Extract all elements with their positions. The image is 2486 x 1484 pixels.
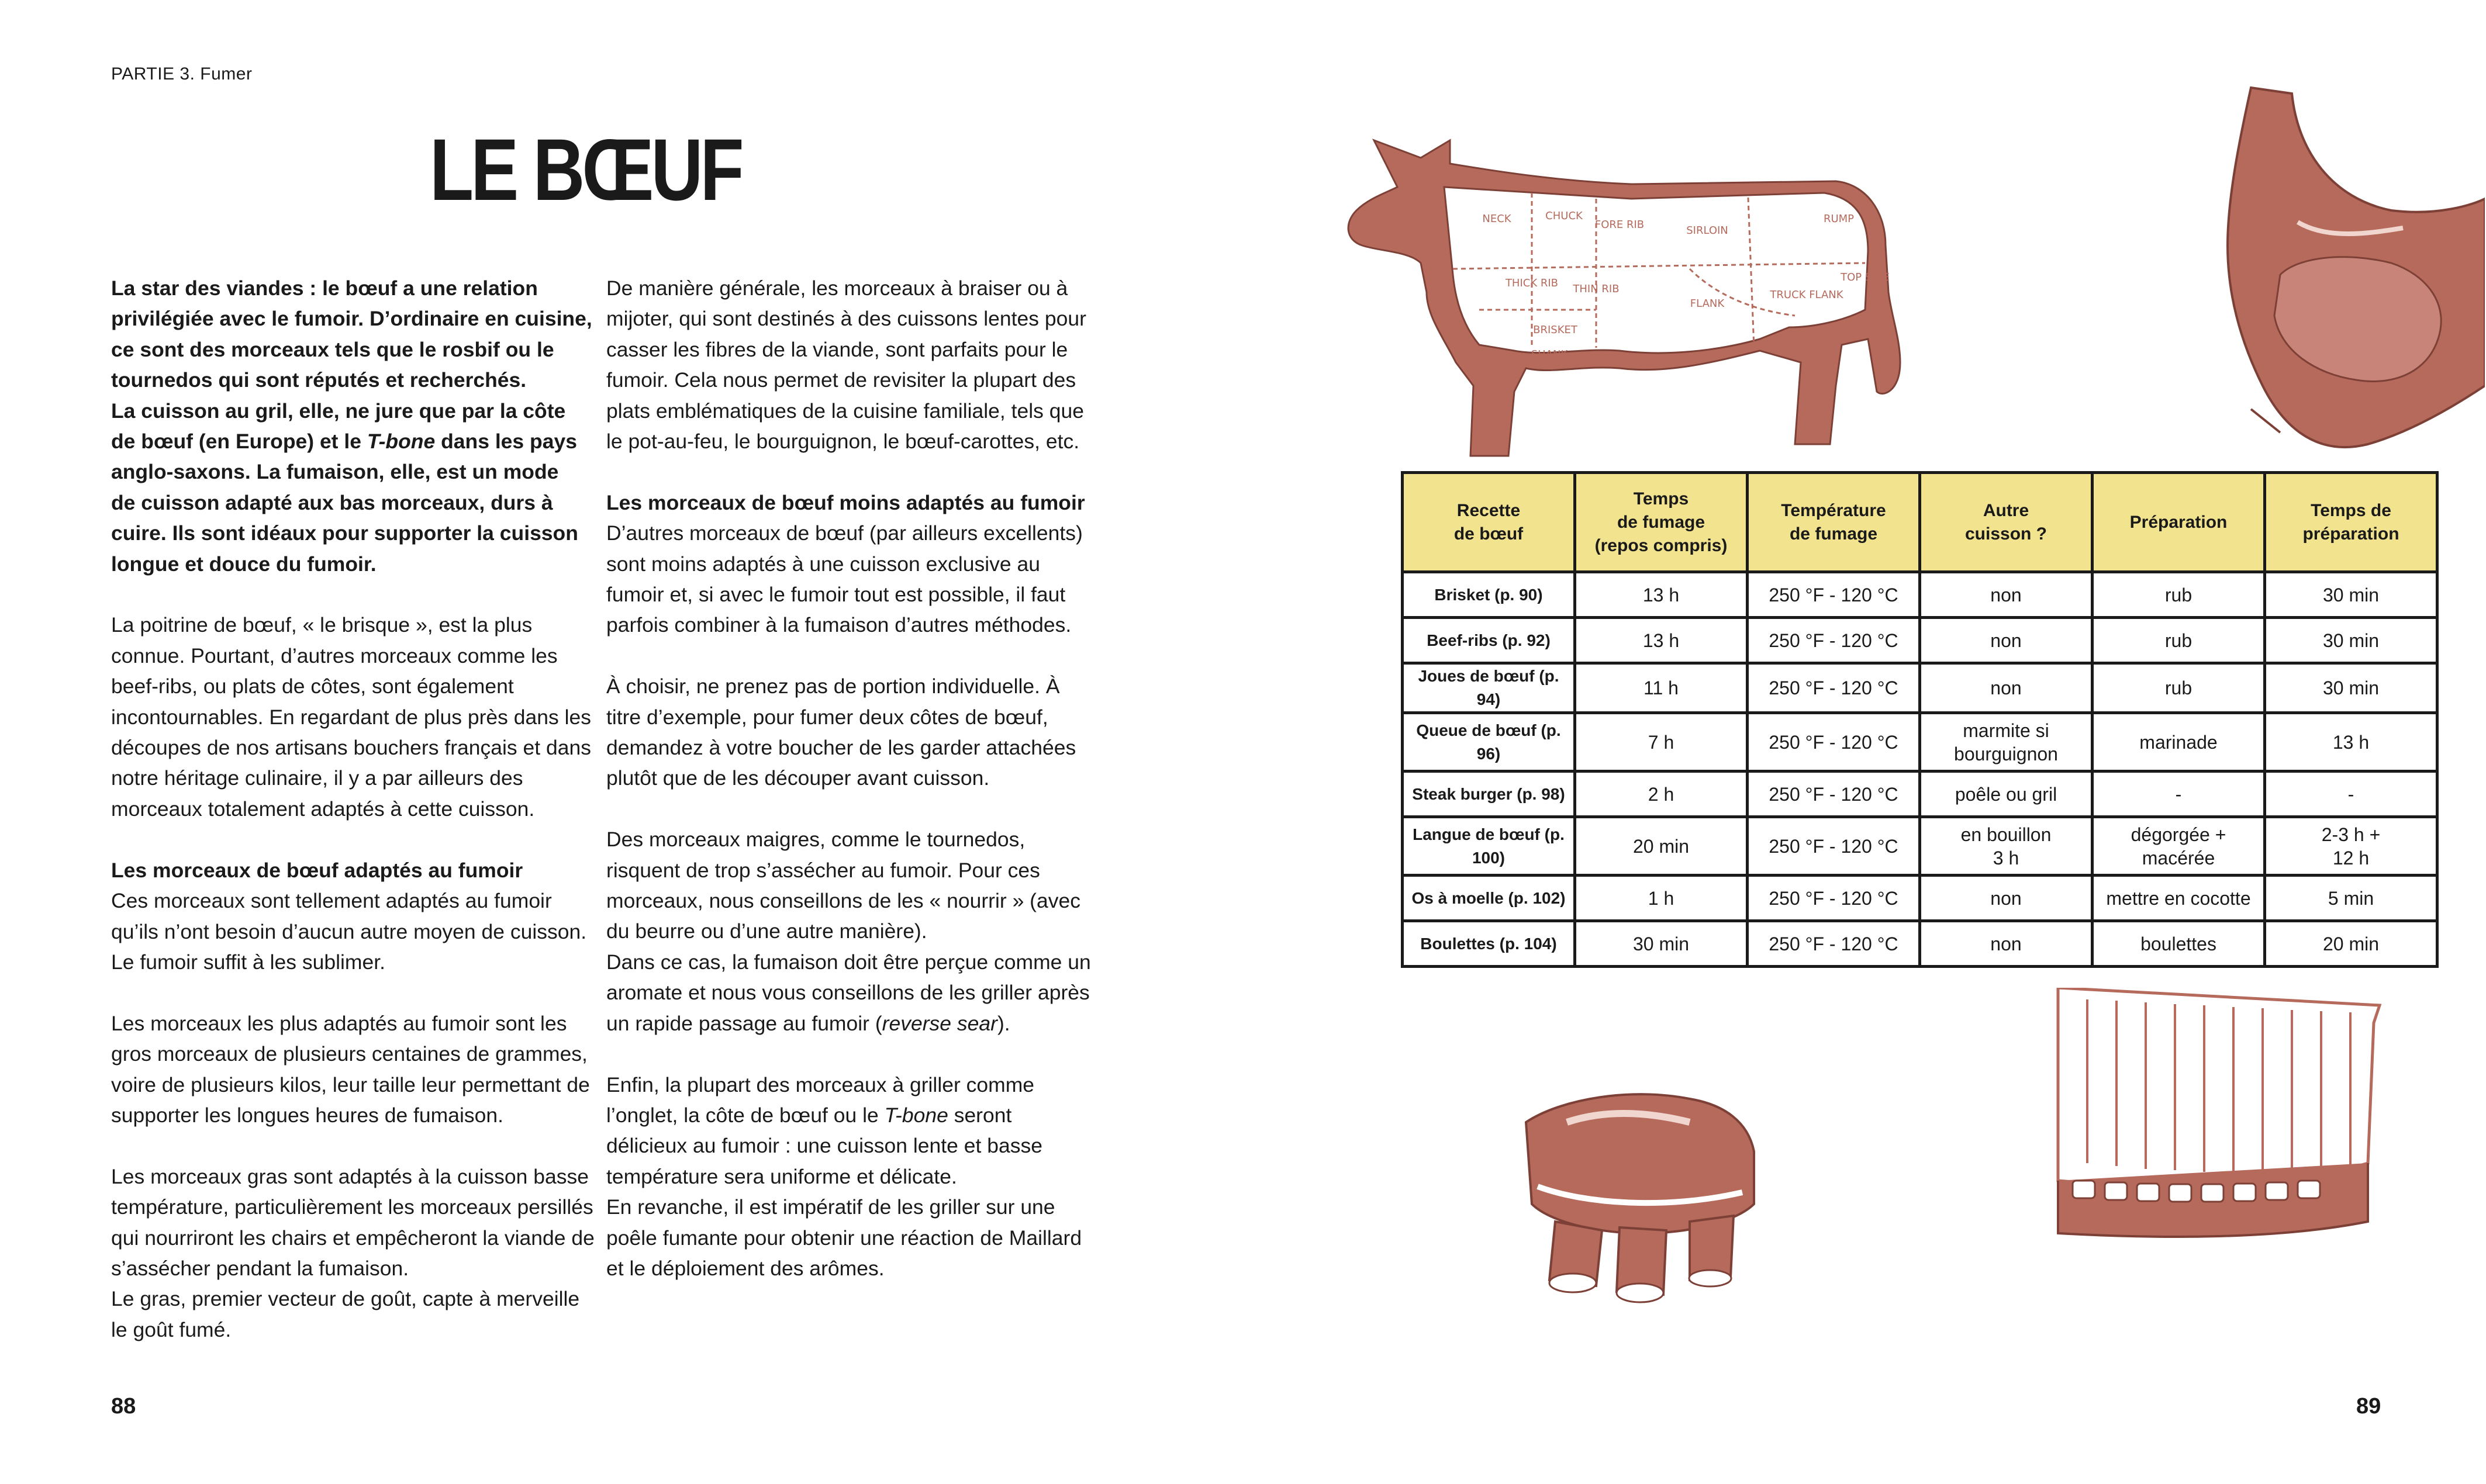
intro-line: de bœuf (en Europe) et le [111,430,361,454]
page-number-left: 88 [111,1394,136,1419]
table-cell: 7 h [1575,713,1748,772]
table-cell: 250 °F - 120 °C [1748,876,1920,921]
table-cell: 2-3 h + 12 h [2265,817,2437,876]
table-row [1403,572,2437,618]
table-cell: rub [2093,663,2265,713]
cow-label-thick-rib: THICK RIB [1505,277,1559,289]
header-text: Autre cuisson ? [1964,500,2048,544]
table-row [1403,663,2437,713]
table-cell: 30 min [2265,663,2437,713]
header-text: Température de fumage [1781,500,1886,544]
paragraph-italic: T-bone [884,1103,948,1127]
cow-label-brisket: BRISKET [1533,324,1577,336]
table-cell: non [1920,876,2093,921]
table-cell: 13 h [2265,713,2437,772]
intro-line: La star des viandes : le bœuf a une relation [111,276,538,300]
intro-line: privilégiée avec le fumoir. D’ordinaire en cuisine, [111,307,592,331]
header-text: Recette de bœuf [1453,500,1524,544]
beef-ribs-illustration [1514,1087,1772,1315]
section-block [111,855,596,978]
cow-label-flank: FLANK [1690,298,1725,310]
table-cell: boulettes [2093,921,2265,967]
section-block [606,487,1092,641]
table-cell: 30 min [1575,921,1748,967]
page-number-right: 89 [2356,1394,2381,1419]
table-cell: 20 min [2265,921,2437,967]
cow-label-truck-flank: TRUCK FLANK [1770,289,1843,301]
table-cell: non [1920,663,2093,713]
table-cell: 20 min [1575,817,1748,876]
header-text: Préparation [2129,512,2228,532]
page-title: LE BŒUF [430,120,741,219]
intro-line: dans les pays [441,430,577,454]
header-autre-cuisson [1920,473,2093,572]
cow-label-thin-rib: THIN RIB [1573,283,1620,295]
paragraph: seront délicieux au fumoir : une cuisson lente et basse température sera uniforme et délicate. [606,1103,1042,1188]
table-cell: 30 min [2265,618,2437,663]
paragraph: De manière générale, les morceaux à braiser ou à mijoter, qui sont destinés à des cuissons lentes pour casser les fibres de la viande, sont parfaits pour le fumoir. Cela nous permet de revisiter la plupart des plats emblématiques de la cuisine familiale, tels que le pot-au-feu, le bourguignon, le bœuf-carottes, etc. [606,276,1086,454]
table-cell-recipe: Os à moelle (p. 102) [1403,876,1575,921]
intro-paragraph [111,273,596,579]
table-cell: 13 h [1575,572,1748,618]
cow-cuts-illustration [1339,117,1959,479]
table-cell: 250 °F - 120 °C [1748,618,1920,663]
intro-line: La cuisson au gril, elle, ne jure que par la côte [111,399,566,423]
paragraph: Ces morceaux sont tellement adaptés au fumoir qu’ils n’ont besoin d’aucun autre moyen de cuisson. Le fumoir suffit à les sublimer. [111,889,587,974]
table-cell: rub [2093,618,2265,663]
beef-cuts-table [1401,471,2439,968]
table-cell: 30 min [2265,572,2437,618]
table-cell-recipe: Joues de bœuf (p. 94) [1403,663,1575,713]
header-preparation [2093,473,2265,572]
intro-line: anglo-saxons. La fumaison, elle, est un mode [111,460,559,484]
ribeye-cut-illustration [2216,82,2485,479]
intro-line: longue et douce du fumoir. [111,552,377,576]
table-cell: 11 h [1575,663,1748,713]
table-cell: mettre en cocotte [2093,876,2265,921]
intro-line: de cuisson adapté aux bas morceaux, durs à [111,490,553,514]
paragraph: La poitrine de bœuf, « le brisque », est la plus connue. Pourtant, d’autres morceaux comme les beef-ribs, ou plats de côtes, sont également incontournables. En regardant de plus près dans les découpes de nos artisans bouchers français et dans notre héritage culinaire, il y a par ailleurs des morceaux totalement adaptés à cette cuisson. [111,613,591,821]
cow-label-shank: SHANK [1531,348,1568,361]
table-cell: 250 °F - 120 °C [1748,817,1920,876]
table-cell: en bouillon 3 h [1920,817,2093,876]
paragraph: À choisir, ne prenez pas de portion individuelle. À titre d’exemple, pour fumer deux côtes de bœuf, demandez à votre boucher de les garder attachées plutôt que de les découper avant cuisson. [606,674,1076,790]
table-cell: 1 h [1575,876,1748,921]
cow-label-rump: RUMP [1823,213,1855,225]
table-row [1403,618,2437,663]
table-cell: 250 °F - 120 °C [1748,713,1920,772]
paragraph: Les morceaux gras sont adaptés à la cuisson basse température, particulièrement les morceaux persillés qui nourriront les chairs et empêcheront la viande de s’assécher pendant la fumaison. [111,1164,595,1280]
table-cell: marinade [2093,713,2265,772]
section-subheading: Les morceaux de bœuf adaptés au fumoir [111,858,523,882]
paragraph-block [111,1161,596,1345]
table-cell: 250 °F - 120 °C [1748,921,1920,967]
table-cell: non [1920,572,2093,618]
paragraph: Enfin, la plupart des morceaux à griller comme l’onglet, la côte de bœuf ou le [606,1073,1035,1127]
table-cell: 250 °F - 120 °C [1748,572,1920,618]
paragraph: En revanche, il est impératif de les griller sur une poêle fumante pour obtenir une réaction de Maillard et le déploiement des arômes. [606,1195,1082,1280]
table-row [1403,772,2437,817]
section-subheading: Les morceaux de bœuf moins adaptés au fumoir [606,490,1085,514]
table-cell: 5 min [2265,876,2437,921]
paragraph: ). [997,1011,1010,1035]
paragraph-block [606,824,1092,1039]
paragraph-block [606,1070,1092,1284]
cow-label-chuck: CHUCK [1545,210,1583,222]
intro-line: tournedos qui sont réputés et recherchés. [111,368,527,392]
table-cell: 2 h [1575,772,1748,817]
table-cell-recipe: Brisket (p. 90) [1403,572,1575,618]
intro-italic: T-bone [367,430,436,454]
cow-label-leg: LEG [1793,338,1814,351]
table-row [1403,817,2437,876]
table-cell-recipe: Langue de bœuf (p. 100) [1403,817,1575,876]
text-column-right [606,273,1092,1284]
table-row [1403,713,2437,772]
table-cell: non [1920,618,2093,663]
table-row [1403,921,2437,967]
table-cell: marmite si bourguignon [1920,713,2093,772]
table-cell-recipe: Steak burger (p. 98) [1403,772,1575,817]
table-row [1403,876,2437,921]
cow-label-top-side: TOP SIDE [1841,271,1890,283]
header-recette [1403,473,1575,572]
table-cell: - [2265,772,2437,817]
text-column-left [111,273,596,1345]
table-cell-recipe: Boulettes (p. 104) [1403,921,1575,967]
cow-label-neck: NECK [1482,213,1511,225]
intro-line: ce sont des morceaux tels que le rosbif ou le [111,337,554,361]
paragraph: Des morceaux maigres, comme le tournedos, risquent de trop s’assécher au fumoir. Pour ces morceaux, nous conseillons de les « nourrir » (avec du beurre ou d’une autre manière). [606,828,1080,943]
table-cell: non [1920,921,2093,967]
header-temps-fumage [1575,473,1748,572]
paragraph: Dans ce cas, la fumaison doit être perçue comme un aromate et nous vous conseillons de les griller après un rapide passage au fumoir ( [606,950,1091,1035]
cow-label-fore-rib: FORE RIB [1594,219,1645,231]
header-temperature [1748,473,1920,572]
table-cell: poêle ou gril [1920,772,2093,817]
paragraph: Le gras, premier vecteur de goût, capte à merveille le goût fumé. [111,1287,580,1341]
header-temps-preparation [2265,473,2437,572]
intro-line: cuire. Ils sont idéaux pour supporter la cuisson [111,521,578,545]
running-header: PARTIE 3. Fumer [111,64,253,84]
table-cell: - [2093,772,2265,817]
paragraph: Les morceaux les plus adaptés au fumoir sont les gros morceaux de plusieurs centaines de grammes, voire de plusieurs kilos, leur taille leur permettant de supporter les longues heures de fumaison. [111,1011,590,1127]
cow-label-sirloin: SIRLOIN [1686,224,1728,237]
table-header-row [1403,473,2437,572]
header-text: Temps de préparation [2302,500,2399,544]
table-cell-recipe: Queue de bœuf (p. 96) [1403,713,1575,772]
table-cell: 250 °F - 120 °C [1748,772,1920,817]
table-cell-recipe: Beef-ribs (p. 92) [1403,618,1575,663]
table-cell: 250 °F - 120 °C [1748,663,1920,713]
rib-rack-illustration [2046,988,2385,1245]
table-cell: rub [2093,572,2265,618]
paragraph: D’autres morceaux de bœuf (par ailleurs excellents) sont moins adaptés à une cuisson exclusive au fumoir et, si avec le fumoir tout est possible, il faut parfois combiner à la fumaison d’autres méthodes. [606,521,1083,637]
table-cell: dégorgée + macérée [2093,817,2265,876]
paragraph-italic: reverse sear [882,1011,997,1035]
header-text: Temps de fumage (repos compris) [1594,489,1728,555]
table-cell: 13 h [1575,618,1748,663]
